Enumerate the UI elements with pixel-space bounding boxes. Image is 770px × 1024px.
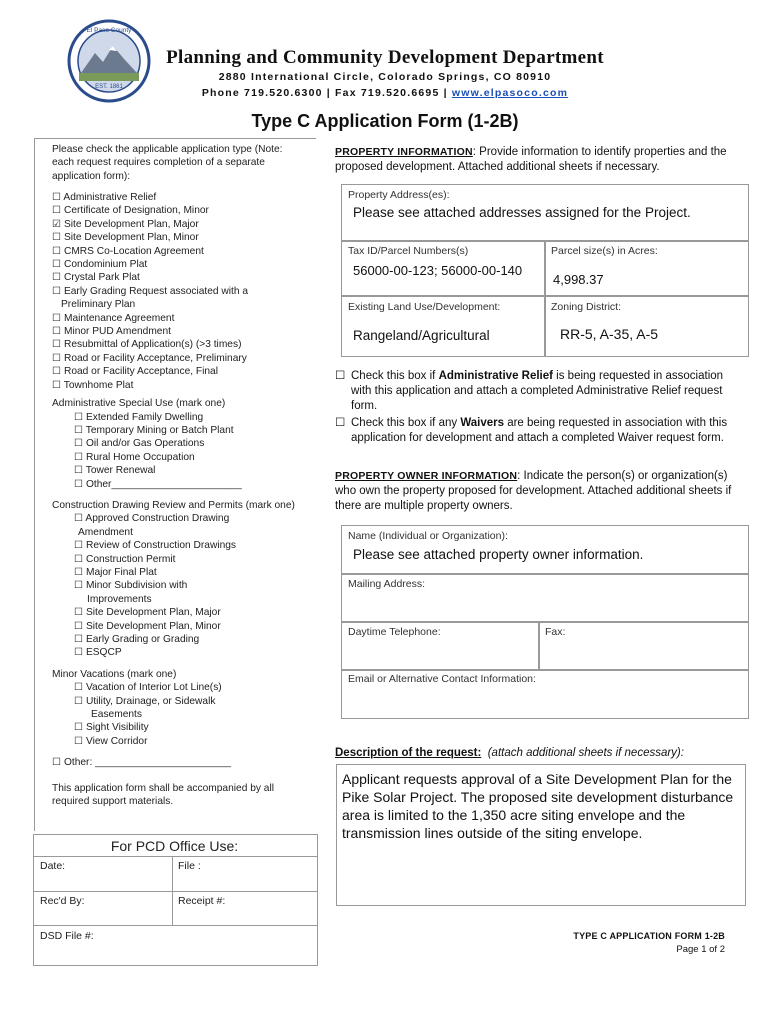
office-file-label: File : <box>178 860 201 872</box>
checkbox-admin-other[interactable]: ☐ Other_______________________ <box>74 478 242 490</box>
checkbox-construction-permit[interactable]: ☐ Construction Permit <box>74 553 176 565</box>
form-title: Type C Application Form (1-2B) <box>251 111 519 131</box>
property-address-value: Please see attached addresses assigned for the Project. <box>353 205 691 220</box>
application-type-intro: Please check the applicable application type (Note: each request requires completion of a separate application form): <box>52 144 283 182</box>
description-heading-row <box>335 747 684 759</box>
property-info-text: : Provide information to identify properties and the proposed development. Attached additional sheets if necessary. <box>335 146 727 173</box>
waivers-text-post: are being requested in association with this application for development and attach a completed Waiver request form. <box>351 417 728 444</box>
utility-easements-continuation: Easements <box>91 709 142 721</box>
county-seal-logo <box>55 18 163 104</box>
land-use-label: Existing Land Use/Development: <box>348 301 501 313</box>
zoning-value: RR-5, A-35, A-5 <box>560 326 659 342</box>
fax-field[interactable] <box>538 621 749 671</box>
description-text: Applicant requests approval of a Site Development Plan for the Pike Solar Project. The proposed site development disturbance area is limited to the 1,350 acre siting envelope and the transmission lines outside of the siting envelope. <box>342 771 734 841</box>
fax-label: Fax: <box>545 626 566 638</box>
checkbox-temporary-mining[interactable]: ☐ Temporary Mining or Batch Plant <box>74 424 234 436</box>
admin-relief-bold: Administrative Relief <box>438 370 553 382</box>
department-contact <box>150 87 620 99</box>
land-use-value: Rangeland/Agricultural <box>353 328 490 343</box>
property-address-label: Property Address(es): <box>348 189 450 201</box>
checkbox-early-grading[interactable]: ☐ Early Grading or Grading <box>74 634 200 645</box>
footer-page-number: Page 1 of 2 <box>676 944 725 955</box>
checkbox-rural-home-occupation[interactable]: ☐ Rural Home Occupation <box>74 451 195 463</box>
checkbox-sight-visibility[interactable]: ☐ Sight Visibility <box>74 722 149 734</box>
checkbox-other[interactable]: ☐ Other: ________________________ <box>52 757 232 769</box>
description-hint: (attach additional sheets if necessary): <box>487 747 684 759</box>
checkbox-cd-site-development-minor[interactable]: ☐ Site Development Plan, Minor <box>74 620 221 632</box>
checkbox-site-development-plan-major[interactable]: ☑ Site Development Plan, Major <box>52 218 199 230</box>
construction-drawing-heading: Construction Drawing Review and Permits (mark one) <box>52 499 295 511</box>
description-heading: Description of the request: <box>335 747 482 759</box>
admin-relief-check-row <box>335 369 735 414</box>
approved-construction-continuation: Amendment <box>78 526 133 538</box>
checkbox-extended-family-dwelling[interactable]: ☐ Extended Family Dwelling <box>74 411 204 423</box>
owner-name-label: Name (Individual or Organization): <box>348 530 508 542</box>
checkbox-townhome-plat[interactable]: ☐ Townhome Plat <box>52 379 134 391</box>
checkbox-early-grading-request[interactable]: ☐ Early Grading Request associated with a <box>52 285 248 297</box>
department-title: Planning and Community Development Department <box>166 47 604 68</box>
office-receipt-label: Receipt #: <box>178 895 226 907</box>
checkbox-crystal-park-plat[interactable]: ☐ Crystal Park Plat <box>52 272 140 284</box>
office-divider <box>33 856 318 857</box>
zoning-label: Zoning District: <box>551 301 622 313</box>
daytime-telephone-label: Daytime Telephone: <box>348 626 441 638</box>
minor-vacations-heading: Minor Vacations (mark one) <box>52 668 177 680</box>
checkbox-utility-drainage-sidewalk[interactable]: ☐ Utility, Drainage, or Sidewalk <box>74 695 216 707</box>
checkbox-minor-pud-amendment[interactable]: ☐ Minor PUD Amendment <box>52 326 171 338</box>
property-info-intro <box>335 145 735 175</box>
minor-subdivision-continuation: Improvements <box>87 593 152 605</box>
waivers-text-pre: Check this box if any <box>351 417 461 429</box>
checkbox-oil-gas-operations[interactable]: ☐ Oil and/or Gas Operations <box>74 438 205 450</box>
owner-name-value: Please see attached property owner information. <box>353 547 644 562</box>
owner-info-intro <box>335 469 740 514</box>
admin-relief-text-post: is being requested in association with this application and attach a completed Administrative Relief request form. <box>351 370 724 412</box>
checkbox-road-acceptance-preliminary[interactable]: ☐ Road or Facility Acceptance, Preliminary <box>52 352 247 364</box>
checkbox-view-corridor[interactable]: ☐ View Corridor <box>74 735 148 747</box>
checkbox-review-construction-drawings[interactable]: ☐ Review of Construction Drawings <box>74 540 237 552</box>
waivers-checkbox[interactable]: ☐ <box>335 417 346 429</box>
checkbox-condominium-plat[interactable]: ☐ Condominium Plat <box>52 259 148 271</box>
admin-special-use-heading: Administrative Special Use (mark one) <box>52 398 226 410</box>
admin-relief-text-pre: Check this box if <box>351 370 439 382</box>
checkbox-vacation-interior-lot-line[interactable]: ☐ Vacation of Interior Lot Line(s) <box>74 682 222 694</box>
footer-form-name: TYPE C APPLICATION FORM 1-2B <box>573 931 725 941</box>
checkbox-approved-construction-drawing[interactable]: ☐ Approved Construction Drawing <box>74 513 230 525</box>
owner-info-text: : Indicate the person(s) or organization(s) who own the property proposed for development. Attached additional sheets if there are multiple property owners. <box>335 470 732 512</box>
office-dsd-file-label: DSD File #: <box>40 930 94 942</box>
checkbox-minor-subdivision[interactable]: ☐ Minor Subdivision with <box>74 580 188 592</box>
seal-text: El Paso County <box>86 27 132 34</box>
checkbox-road-acceptance-final[interactable]: ☐ Road or Facility Acceptance, Final <box>52 366 218 378</box>
checkbox-administrative-relief[interactable]: ☐ Administrative Relief <box>52 192 157 203</box>
website-link[interactable]: www.elpasoco.com <box>451 87 569 99</box>
checkbox-esqcp[interactable]: ☐ ESQCP <box>74 647 122 659</box>
office-divider <box>33 891 318 892</box>
property-info-heading: PROPERTY INFORMATION <box>335 146 473 158</box>
early-grading-continuation: Preliminary Plan <box>61 299 136 311</box>
checkbox-certificate-designation-minor[interactable]: ☐ Certificate of Designation, Minor <box>52 205 209 217</box>
waivers-check-row <box>335 416 735 446</box>
parcel-size-label: Parcel size(s) in Acres: <box>551 245 658 257</box>
admin-relief-checkbox[interactable]: ☐ <box>335 370 346 382</box>
mailing-address-label: Mailing Address: <box>348 578 426 590</box>
tax-id-label: Tax ID/Parcel Numbers(s) <box>348 245 469 257</box>
support-materials-note: This application form shall be accompanied by all required support materials. <box>52 782 274 808</box>
checkbox-tower-renewal[interactable]: ☐ Tower Renewal <box>74 465 156 477</box>
checkbox-maintenance-agreement[interactable]: ☐ Maintenance Agreement <box>52 312 175 324</box>
owner-info-heading: PROPERTY OWNER INFORMATION <box>335 470 518 482</box>
phone-fax: Phone 719.520.6300 | Fax 719.520.6695 | <box>201 87 452 99</box>
office-divider <box>33 925 318 926</box>
checkbox-cd-site-development-major[interactable]: ☐ Site Development Plan, Major <box>74 607 221 619</box>
checkbox-cmrs-colocation[interactable]: ☐ CMRS Co-Location Agreement <box>52 245 204 257</box>
office-date-label: Date: <box>40 860 66 872</box>
waivers-bold: Waivers <box>460 417 504 429</box>
office-recd-by-label: Rec'd By: <box>40 895 85 907</box>
checkbox-resubmittal[interactable]: ☐ Resubmittal of Application(s) (>3 times) <box>52 339 242 351</box>
department-address: 2880 International Circle, Colorado Springs, CO 80910 <box>218 71 552 83</box>
email-contact-label: Email or Alternative Contact Information: <box>348 673 536 685</box>
office-use-title: For PCD Office Use: <box>110 838 239 854</box>
application-type-list <box>52 191 314 808</box>
svg-text:EST. 1861: EST. 1861 <box>95 84 123 90</box>
office-col-divider <box>172 856 173 925</box>
checkbox-major-final-plat[interactable]: ☐ Major Final Plat <box>74 566 157 578</box>
parcel-size-value: 4,998.37 <box>553 272 604 287</box>
tax-id-value: 56000-00-123; 56000-00-140 <box>353 263 523 278</box>
checkbox-site-development-plan-minor[interactable]: ☐ Site Development Plan, Minor <box>52 232 199 244</box>
